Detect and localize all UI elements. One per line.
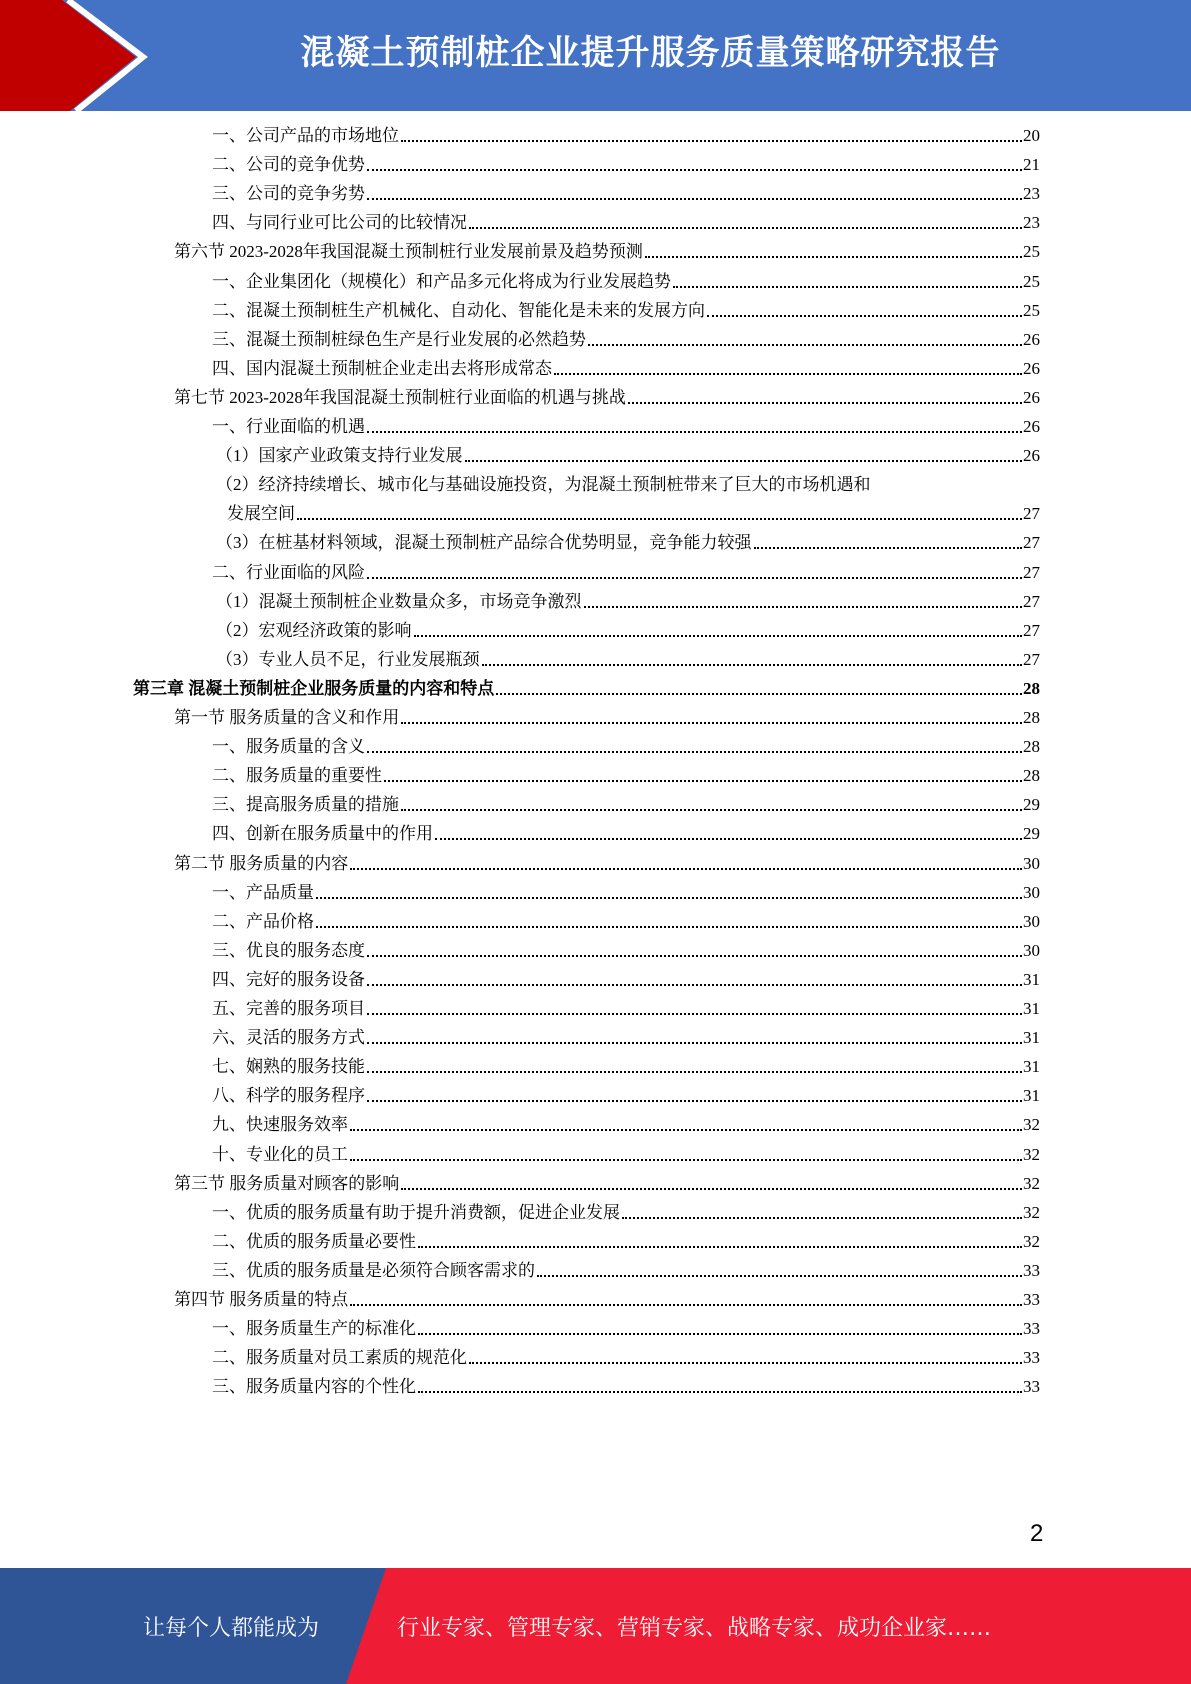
toc-entry-title: 十、专业化的员工 — [212, 1144, 348, 1164]
toc-entry[interactable] — [212, 1311, 1040, 1340]
toc-entry[interactable] — [212, 205, 1040, 234]
toc-entry[interactable] — [212, 555, 1040, 584]
toc-entry-page: 31 — [1023, 1086, 1040, 1106]
dot-leader — [367, 955, 1022, 957]
toc-entry[interactable] — [212, 1107, 1040, 1136]
toc-entry-page: 32 — [1023, 1202, 1040, 1222]
toc-entry-title: 四、国内混凝土预制桩企业走出去将形成常态 — [212, 358, 552, 378]
toc-entry-title: 一、行业面临的机遇 — [212, 417, 365, 436]
toc-entry[interactable] — [133, 671, 1040, 700]
toc-entry-title: 一、服务质量的含义 — [212, 737, 365, 757]
toc-entry-title: 八、科学的服务程序 — [212, 1086, 365, 1106]
toc-entry-title: 二、服务质量的重要性 — [212, 766, 382, 786]
dot-leader — [418, 1391, 1022, 1393]
toc-entry[interactable] — [216, 467, 1040, 496]
toc-entry-title: （3）专业人员不足，行业发展瓶颈 — [216, 649, 480, 669]
toc-entry-title: 三、提高服务质量的措施 — [212, 795, 399, 815]
page-number: 2 — [1030, 1520, 1044, 1547]
dot-leader — [350, 1304, 1022, 1306]
dot-leader — [435, 838, 1022, 840]
dot-leader — [367, 577, 1022, 579]
dot-leader — [645, 256, 1022, 258]
toc-entry-title: 二、公司的竞争优势 — [212, 155, 365, 175]
dot-leader — [418, 1333, 1022, 1335]
toc-entry-page: 30 — [1023, 940, 1040, 960]
dot-leader — [673, 286, 1022, 288]
toc-entry-page: 29 — [1023, 795, 1040, 815]
toc-entry[interactable] — [216, 438, 1040, 467]
dot-leader — [537, 1275, 1022, 1277]
toc-entry-title: （1）国家产业政策支持行业发展 — [216, 446, 463, 466]
dot-leader — [350, 1129, 1022, 1131]
dot-leader — [316, 897, 1022, 899]
dot-leader — [367, 984, 1022, 986]
toc-entry[interactable] — [216, 525, 1040, 554]
dot-leader — [465, 460, 1023, 462]
toc-entry-title: 第七节 2023-2028年我国混凝土预制桩行业面临的机遇与挑战 — [174, 387, 626, 407]
toc-entry-title: （2）经济持续增长、城市化与基础设施投资，为混凝土预制桩带来了巨大的市场机遇和 — [216, 475, 871, 495]
toc-entry-title: 第三节 服务质量对顾客的影响 — [174, 1173, 400, 1193]
toc-entry-page: 32 — [1023, 1173, 1040, 1193]
toc-entry[interactable] — [212, 729, 1040, 758]
toc-entry-page: 28 — [1023, 766, 1040, 786]
toc-entry-title: （1）混凝土预制桩企业数量众多，市场竞争激烈 — [216, 591, 582, 611]
dot-leader — [316, 926, 1022, 928]
toc-entry-title: 一、企业集团化（规模化）和产品多元化将成为行业发展趋势 — [212, 271, 671, 291]
toc-entry[interactable] — [212, 1137, 1040, 1166]
toc-entry-page: 27 — [1023, 562, 1040, 582]
toc-entry[interactable] — [174, 1282, 1040, 1311]
toc-entry-title: 二、混凝土预制桩生产机械化、自动化、智能化是未来的发展方向 — [212, 300, 705, 320]
toc-entry[interactable] — [212, 758, 1040, 787]
dot-leader — [401, 140, 1022, 142]
toc-entry-title: 发展空间 — [227, 504, 295, 524]
toc-entry[interactable] — [227, 496, 1040, 525]
toc-entry-title: 三、混凝土预制桩绿色生产是行业发展的必然趋势 — [212, 329, 586, 349]
dot-leader — [367, 431, 1022, 433]
dot-leader — [367, 169, 1022, 171]
dot-leader — [401, 1188, 1022, 1190]
toc-entry-title: 九、快速服务效率 — [212, 1115, 348, 1135]
toc-entry[interactable] — [216, 613, 1040, 642]
toc-entry-page: 31 — [1023, 969, 1040, 989]
toc-entry-page: 33 — [1023, 1377, 1040, 1397]
toc-entry-page: 23 — [1023, 184, 1040, 204]
toc-entry[interactable] — [212, 933, 1040, 962]
report-title: 混凝土预制桩企业提升服务质量策略研究报告 — [300, 33, 1001, 73]
toc-entry[interactable] — [212, 351, 1040, 380]
toc-entry[interactable] — [212, 1369, 1040, 1398]
toc-entry[interactable] — [212, 904, 1040, 933]
toc-entry-title: 第一节 服务质量的含义和作用 — [174, 708, 400, 727]
dot-leader — [414, 635, 1023, 637]
toc-entry-title: 二、行业面临的风险 — [212, 562, 365, 582]
toc-entry[interactable] — [212, 816, 1040, 845]
dot-leader — [418, 1246, 1022, 1248]
toc-entry-title: 一、服务质量生产的标准化 — [212, 1319, 416, 1339]
toc-entry[interactable] — [212, 1195, 1040, 1224]
toc-entry-page: 31 — [1023, 1057, 1040, 1077]
dot-leader — [367, 198, 1022, 200]
toc-entry-page: 30 — [1023, 853, 1040, 873]
toc-entry[interactable] — [212, 1224, 1040, 1253]
toc-entry[interactable] — [212, 264, 1040, 293]
toc-entry-page: 30 — [1023, 882, 1040, 902]
dot-leader — [401, 809, 1022, 811]
dot-leader — [588, 344, 1022, 346]
toc-entry-page: 32 — [1023, 1144, 1040, 1164]
toc-entry-page: 29 — [1023, 824, 1040, 844]
toc-entry-page: 31 — [1023, 999, 1040, 1018]
toc-entry-page: 30 — [1023, 911, 1040, 931]
toc-entry[interactable] — [212, 147, 1040, 176]
dot-leader — [384, 780, 1022, 782]
toc-entry-page: 27 — [1023, 533, 1040, 553]
toc-entry[interactable] — [174, 1166, 1040, 1195]
toc-entry-page: 26 — [1023, 358, 1040, 378]
toc-entry-title: （3）在桩基材料领域，混凝土预制桩产品综合优势明显，竞争能力较强 — [216, 533, 752, 553]
dot-leader — [496, 693, 1022, 695]
toc-entry[interactable] — [216, 584, 1040, 613]
toc-entry-title: 四、与同行业可比公司的比较情况 — [212, 213, 467, 233]
toc-entry-page: 33 — [1023, 1260, 1040, 1280]
toc-entry-title: 二、服务质量对员工素质的规范化 — [212, 1348, 467, 1368]
toc-entry-title: 第三章 混凝土预制桩企业服务质量的内容和特点 — [133, 678, 495, 698]
toc-entry-page: 25 — [1023, 300, 1040, 320]
dot-leader — [554, 373, 1022, 375]
toc-entry-title: 第四节 服务质量的特点 — [174, 1290, 349, 1309]
dot-leader — [350, 868, 1022, 870]
toc-entry-page: 26 — [1023, 387, 1040, 407]
dot-leader — [367, 1013, 1022, 1015]
dot-leader — [367, 1100, 1022, 1102]
toc-entry-page: 32 — [1023, 1231, 1040, 1251]
toc-entry[interactable] — [212, 875, 1040, 904]
dot-leader — [482, 664, 1023, 666]
dot-leader — [707, 315, 1022, 317]
toc-entry[interactable] — [174, 234, 1040, 263]
toc-entry[interactable] — [212, 1253, 1040, 1282]
toc-entry[interactable] — [212, 409, 1040, 438]
toc-entry[interactable] — [174, 380, 1040, 409]
toc-entry-title: 二、产品价格 — [212, 911, 314, 931]
toc-entry-title: 五、完善的服务项目 — [212, 999, 365, 1018]
toc-entry-title: 第六节 2023-2028年我国混凝土预制桩行业发展前景及趋势预测 — [174, 242, 643, 262]
toc-entry[interactable] — [212, 991, 1040, 1020]
toc-entry-title: 七、娴熟的服务技能 — [212, 1057, 365, 1077]
toc-entry-title: 一、优质的服务质量有助于提升消费额，促进企业发展 — [212, 1202, 620, 1222]
toc-entry-title: 三、优良的服务态度 — [212, 940, 365, 960]
header-banner — [0, 0, 1191, 111]
toc-entry-page: 33 — [1023, 1290, 1040, 1309]
toc-entry-page: 28 — [1023, 737, 1040, 757]
dot-leader — [367, 751, 1022, 753]
toc-entry[interactable] — [212, 176, 1040, 205]
toc-entry-page: 25 — [1023, 242, 1040, 262]
toc-entry-page: 23 — [1023, 213, 1040, 233]
dot-leader — [367, 1071, 1022, 1073]
toc-entry-title: 四、创新在服务质量中的作用 — [212, 824, 433, 844]
toc-entry-title: 三、优质的服务质量是必须符合顾客需求的 — [212, 1260, 535, 1280]
dot-leader — [469, 227, 1022, 229]
toc-entry[interactable] — [212, 787, 1040, 816]
toc-entry[interactable] — [212, 1049, 1040, 1078]
dot-leader — [469, 1362, 1022, 1364]
toc-entry-page: 21 — [1023, 155, 1040, 175]
toc-entry-page: 33 — [1023, 1348, 1040, 1368]
dot-leader — [584, 606, 1023, 608]
toc-entry[interactable] — [212, 118, 1040, 147]
toc-entry-page: 27 — [1023, 504, 1040, 524]
toc-entry-page: 26 — [1023, 446, 1040, 466]
footer-slogan-right: 行业专家、管理专家、营销专家、战略专家、成功企业家…… — [397, 1616, 992, 1641]
toc-entry-title: 三、公司的竞争劣势 — [212, 184, 365, 204]
toc-entry-title: 一、公司产品的市场地位 — [212, 126, 399, 145]
toc-entry[interactable] — [212, 293, 1040, 322]
toc-entry[interactable] — [212, 1020, 1040, 1049]
toc-entry-page: 26 — [1023, 329, 1040, 349]
toc-entry-page: 20 — [1023, 126, 1040, 145]
dot-leader — [350, 1159, 1022, 1161]
toc-entry-page: 25 — [1023, 271, 1040, 291]
dot-leader — [628, 402, 1022, 404]
dot-leader — [401, 722, 1022, 724]
toc-entry[interactable] — [174, 846, 1040, 875]
toc-entry-title: （2）宏观经济政策的影响 — [216, 620, 412, 640]
toc-entry[interactable] — [212, 962, 1040, 991]
toc-entry-title: 四、完好的服务设备 — [212, 969, 365, 989]
toc-entry-page: 31 — [1023, 1028, 1040, 1048]
toc-entry-title: 三、服务质量内容的个性化 — [212, 1377, 416, 1397]
dot-leader — [297, 518, 1022, 520]
footer-slogan-left: 让每个人都能成为 — [143, 1616, 320, 1641]
toc-entry-page: 27 — [1023, 620, 1040, 640]
toc-entry-title: 二、优质的服务质量必要性 — [212, 1231, 416, 1251]
toc-entry[interactable] — [212, 322, 1040, 351]
toc-entry-page: 27 — [1023, 649, 1040, 669]
toc-entry[interactable] — [212, 1340, 1040, 1369]
toc-entry-title: 六、灵活的服务方式 — [212, 1028, 365, 1048]
toc-entry-page: 28 — [1023, 708, 1040, 727]
toc-entry[interactable] — [174, 700, 1040, 729]
toc-entry[interactable] — [212, 1078, 1040, 1107]
dot-leader — [622, 1217, 1022, 1219]
toc-entry-title: 一、产品质量 — [212, 882, 314, 902]
dot-leader — [367, 1042, 1022, 1044]
toc-entry[interactable] — [216, 642, 1040, 671]
toc-entry-title: 第二节 服务质量的内容 — [174, 853, 349, 873]
toc-entry-page: 27 — [1023, 591, 1040, 611]
toc-entry-page: 33 — [1023, 1319, 1040, 1339]
dot-leader — [754, 547, 1023, 549]
toc-entry-page: 26 — [1023, 417, 1040, 436]
toc-entry-page: 28 — [1023, 678, 1040, 698]
toc-entry-page: 32 — [1023, 1115, 1040, 1135]
